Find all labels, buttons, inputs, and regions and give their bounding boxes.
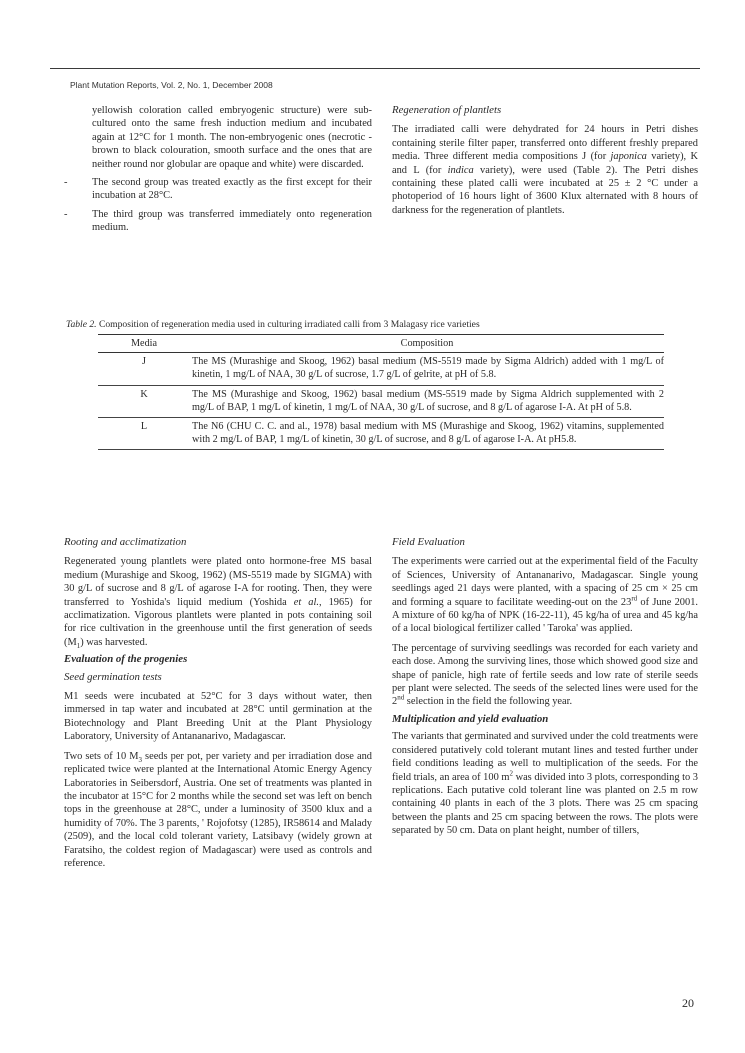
media-composition-table (98, 334, 664, 450)
bullet-text: The third group was transferred immediately onto regeneration medium. (92, 208, 372, 234)
table-header-media: Media (98, 335, 190, 353)
table-caption (66, 319, 706, 330)
regeneration-paragraph: The irradiated calli were dehydrated for 24 hours in Petri dishes containing sterile filter paper, transferred onto different freshly prepared media. Three different media compositions J (for japonica variety), K and L (for indica variety), were used (Table 2). The Petri dishes containing these plated calli were incubated at 25 ± 2 °C under a photoperiod of 16 hours light of 3600 Klux alternated with 8 hours of darkness for the regeneration of plantlets. (392, 124, 699, 216)
section-heading-evaluation: Evaluation of the progenies (64, 653, 188, 666)
table-row (98, 353, 664, 385)
left-column-top (64, 104, 372, 235)
multiplication-paragraph: The variants that germinated and survived under the cold treatments were considered putatively cold tolerant mutant lines and tested further under field conditions leading as well to multiplication of the seeds. For the field trials, an area of 100 $m^2$ was divided into 3 plots, corresponding to 3 replications. Each putative cold tolerant line was planted on 2.5 m row containing 40 plants in each of the 3 plots. There was 25 cm spacing between the plants and 25 cm spacing between the rows. The plots were separated by 50 cm. Data on plant height, number of tillers, (392, 731, 698, 837)
left-column-bottom (64, 536, 372, 870)
field-paragraph: The experiments were carried out at the experimental field of the Faculty of Sciences, University of Antananarivo, Madagascar. Single young seedlings aged 21 days were planted, with a spacing of 25 cm × 25 cm and forming a square to facilitate weeding-out on the 23rd of June 2001. A mixture of 60 kg/ha of NPK (16-22-11), 45 kg/ha of urea and 45 kg/ha of a local biological fertilizer called ' Taroka' was applied. (392, 556, 698, 635)
table-caption-text: Composition of regeneration media used in culturing irradiated calli from 3 Malagasy rice varieties (96, 319, 480, 330)
bullet-item (64, 176, 372, 203)
rooting-paragraph: Regenerated young plantlets were plated onto hormone-free MS basal medium (Murashige and Skoog, 1962) (MS-5519 made by SIGMA) with 30 g/L of sucrose and 8 g/L of agarose I-A for rooting. Then, they were transferred to Yoshida's liquid medium (Yoshida et al., 1965) for acclimatization. Vigorous plantlets were planted in pots containing soil for rice cultivation in the greenhouse until the first generation of seeds $(M_1)$ was harvested. (64, 556, 373, 650)
bullet-dash: - (64, 208, 68, 220)
page-number: 20 (682, 996, 694, 1010)
right-column-top (392, 104, 698, 217)
section-heading-rooting: Rooting and acclimatization (64, 536, 187, 548)
table-header-composition: Composition (190, 335, 664, 353)
table-row (98, 418, 664, 450)
section-heading-multiplication: Multiplication and yield evaluation (392, 712, 549, 725)
bullet-dash: - (64, 177, 68, 189)
running-head: Plant Mutation Reports, Vol. 2, No. 1, December 2008 (70, 80, 273, 90)
header-rule (50, 68, 700, 69)
seed-paragraph-1: M1 seeds were incubated at 52°C for 3 days without water, then immersed in tap water and incubated at 28°C until germination at the Biotechnology and Plant Breeding Unit at the Plant Physiology Laboratory, University of Antananarivo, Madagascar. (64, 691, 372, 743)
media-cell: J (98, 353, 190, 385)
composition-cell: The N6 (CHU C. C. and al., 1978) basal medium with MS (Murashige and Skoog, 1962) vitamins, supplemented with 2 mg/L of BAP, 1 mg/L of kinetin, 30 g/L of sucrose, and 8 g/L of agarose I-A. At pH5.8. (190, 418, 664, 450)
bullet-text: The second group was treated exactly as the first except for their incubation at 28°C. (92, 177, 372, 202)
table-caption-label: Table 2. (66, 319, 97, 330)
right-column-bottom (392, 536, 698, 838)
bullet-item (64, 208, 372, 235)
media-cell: L (98, 418, 190, 450)
section-heading-seed-germination: Seed germination tests (64, 670, 162, 683)
survival-paragraph: The percentage of surviving seedlings was recorded for each variety and each dose. Among the surviving lines, those which showed good size and shape of panicle, high rate of fertile seeds and low rate of sterile seeds per plant were selected. The seeds of the selected lines were used for the 2nd selection in the field the following year. (392, 642, 698, 708)
media-cell: K (98, 385, 190, 417)
table-row (98, 385, 664, 417)
section-heading-regeneration: Regeneration of plantlets (392, 104, 502, 116)
seed-paragraph-2: Two sets of 10 $M_3$ seeds per pot, per variety and per irradiation dose and replicated twice were planted at the International Atomic Energy Agency Laboratories in Seibersdorf, Austria. One set of treatments was planted in the incubator at 15°C for 2 months while the second set was left on bench tops in the greenhouse at 28°C, under a luminosity of 3500 klux and a humidity of 70%. The 3 parents, ' Rojofotsy (1285), IR58614 and Malady (2509), and the local cold tolerant variety, Latsibavy (widely grown at Faratsiho, the coldest region of Madagascar) were used as controls and reference. (64, 750, 372, 869)
section-heading-field: Field Evaluation (392, 536, 465, 548)
composition-cell: The MS (Murashige and Skoog, 1962) basal medium (MS-5519 made by Sigma Aldrich supplemented with 2 mg/L of BAP, 1 mg/L of kinetin, 1 mg/L of NAA, 30 g/L of sucrose, and 8 g/L of agarose I-A. At pH of 5.8. (190, 385, 664, 417)
composition-cell: The MS (Murashige and Skoog, 1962) basal medium (MS-5519 made by Sigma Aldrich) added with 1 mg/L of kinetin, 1 mg/L of NAA, 30 g/L of sucrose, 1.7 g/L of gelrite, at pH of 5.8. (190, 353, 664, 385)
continuation-paragraph: yellowish coloration called embryogenic structure) were sub-cultured onto the same fresh induction medium and incubated again at 12°C for 1 month. The non-embryogenic ones (necrotic - brown to black colouration, smooth surface and the ones that are neither round nor globular are opaque and white) were discarded. (92, 105, 372, 170)
